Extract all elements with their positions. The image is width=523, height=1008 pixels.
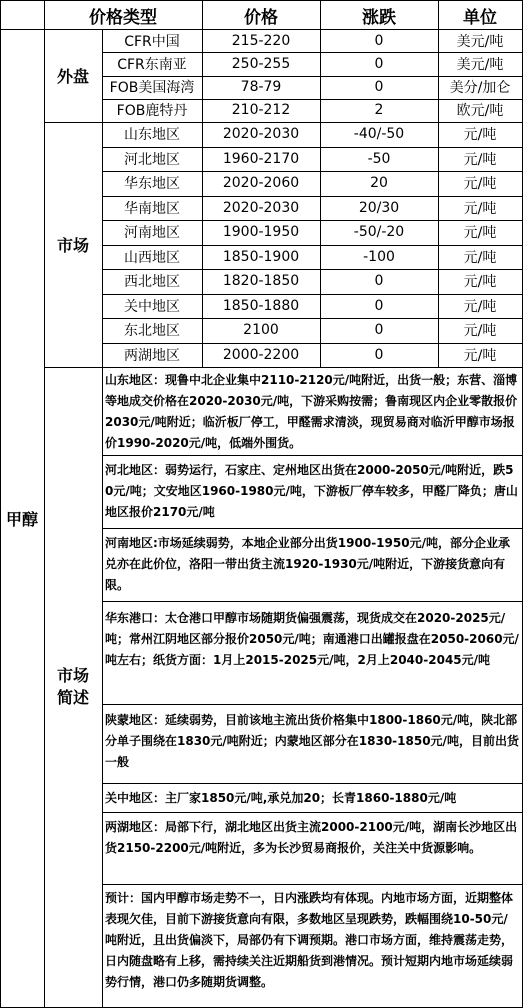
grid-line <box>102 76 523 77</box>
header-price-type: 价格类型 <box>89 7 157 28</box>
grid-line <box>102 147 523 148</box>
market-unit-cell: 元/吨 <box>463 249 497 266</box>
market-change-cell: 0 <box>374 346 384 363</box>
external-unit-cell: 欧元/吨 <box>456 103 504 120</box>
market-region-cell: 河南地区 <box>124 225 180 242</box>
market-region-cell: 关中地区 <box>124 298 180 315</box>
grid-line <box>102 99 523 100</box>
external-unit-cell: 美元/吨 <box>456 33 504 50</box>
market-price-cell: 2020-2030 <box>222 199 300 216</box>
market-region-cell: 西北地区 <box>124 274 180 291</box>
market-unit-cell: 元/吨 <box>463 347 497 364</box>
summary-hebei: 河北地区：弱势运行，石家庄、定州地区出货在2000-2050元/吨附近，跌50元/吨；文安地区1960-1980元/吨，下游板厂停车较多，甲醛厂降负；唐山地区报价2170元/吨 <box>105 463 518 519</box>
grid-line <box>0 29 523 30</box>
external-price-cell: 215-220 <box>231 32 291 49</box>
market-price-cell: 2020-2030 <box>222 126 300 143</box>
external-price-cell: 210-212 <box>231 102 291 119</box>
grid-line <box>102 171 523 172</box>
market-unit-cell: 元/吨 <box>463 298 497 315</box>
summary-shaanxi-inner-mongolia: 陕蒙地区：延续弱势，目前该地主流出货价格集中1800-1860元/吨，陕北部分单子围绕在1830元/吨附近；内蒙地区部分在1830-1850元/吨，目前出货一般 <box>105 713 519 769</box>
grid-line <box>102 294 523 295</box>
grid-line <box>102 52 523 53</box>
market-region-cell: 山东地区 <box>124 127 180 144</box>
market-unit-cell: 元/吨 <box>463 323 497 340</box>
external-market-label: 外盘 <box>56 67 89 86</box>
external-change-cell: 0 <box>374 79 384 96</box>
grid-line <box>102 884 523 885</box>
market-region-cell: 东北地区 <box>124 323 180 340</box>
market-unit-cell: 元/吨 <box>463 127 497 144</box>
grid-line <box>102 196 523 197</box>
domestic-market-label: 市场 <box>56 236 89 255</box>
grid-line <box>102 601 523 602</box>
market-region-cell: 华东地区 <box>124 176 180 193</box>
market-change-cell: 20/30 <box>358 199 400 216</box>
summary-label-line1: 市场 <box>56 666 89 685</box>
market-price-cell: 2020-2060 <box>222 175 300 192</box>
external-change-cell: 2 <box>374 102 384 119</box>
external-unit-cell: 美分/加仑 <box>449 80 511 97</box>
grid-line <box>102 269 523 270</box>
market-change-cell: 0 <box>374 297 384 314</box>
grid-line <box>102 455 523 456</box>
grid-line <box>202 0 203 367</box>
grid-line <box>438 0 439 367</box>
market-region-cell: 两湖地区 <box>124 347 180 364</box>
grid-line <box>102 318 523 319</box>
market-price-cell: 1850-1880 <box>222 297 300 314</box>
market-price-cell: 1900-1950 <box>222 224 300 241</box>
market-price-cell: 1960-2170 <box>222 150 300 167</box>
summary-two-lakes: 两湖地区：局部下行，湖北地区出货主流2000-2100元/吨，湖南长沙地区出货2150-2200元/吨附近，多为长沙贸易商报价，关注关中货源影响。 <box>105 820 518 855</box>
market-change-cell: -40/-50 <box>353 126 405 143</box>
market-change-cell: -100 <box>363 248 395 265</box>
external-region-cell: CFR中国 <box>124 33 180 50</box>
market-change-cell: -50/-20 <box>353 224 405 241</box>
market-change-cell: 0 <box>374 322 384 339</box>
grid-line <box>320 0 321 367</box>
header-price: 价格 <box>244 7 278 28</box>
product-label: 甲醇 <box>5 509 38 529</box>
external-change-cell: 0 <box>374 32 384 49</box>
market-region-cell: 华南地区 <box>124 200 180 217</box>
market-change-cell: 0 <box>374 273 384 290</box>
grid-line <box>102 704 523 705</box>
summary-forecast: 预计：国内甲醇市场走势不一，日内涨跌均有体现。内地市场方面，近期整体表现欠佳，目前下游接货意向有限，多数地区呈现跌势，跌幅围绕10-50元/吨附近，且出货偏淡下，局部仍有下调预期。港口市场方面，维持震荡走势，日内随盘略有上移，需持续关注近期船货到港情况。预计短期内地市场延续弱势行情，港口仍多随期货调整。 <box>105 891 514 989</box>
grid-line <box>44 367 523 368</box>
external-price-cell: 250-255 <box>231 55 291 72</box>
market-unit-cell: 元/吨 <box>463 274 497 291</box>
external-unit-cell: 美元/吨 <box>456 56 504 73</box>
summary-shandong: 山东地区：现鲁中北企业集中2110-2120元/吨附近，出货一般；东营、淄博等地成交价格在2020-2030元/吨，下游采购按需；鲁南现区内企业零散报价2030元/吨附近；临沂板厂停工，甲醛需求清淡，现贸易商对临沂甲醇市场报价1990-2020元/吨，低端外围货。 <box>105 373 518 450</box>
market-price-cell: 2100 <box>243 322 279 339</box>
market-region-cell: 河北地区 <box>124 151 180 168</box>
external-region-cell: FOB鹿特丹 <box>116 103 188 120</box>
grid-line <box>102 812 523 813</box>
market-region-cell: 山西地区 <box>124 249 180 266</box>
market-price-cell: 2000-2200 <box>222 346 300 363</box>
external-region-cell: FOB美国海湾 <box>109 80 195 97</box>
summary-label <box>44 367 102 1007</box>
market-change-cell: 20 <box>370 175 388 192</box>
summary-label-line2: 简述 <box>56 688 89 707</box>
summary-east-china-port: 华东港口：太仓港口甲醇市场随期货偏强震荡，现货成交在2020-2025元/吨；常州江阴地区部分报价2050元/吨；南通港口出罐报盘在2050-2060元/吨左右；纸货方面：1月上2015-2025元/吨，2月上2040-2045元/吨 <box>105 611 519 667</box>
grid-line <box>102 528 523 529</box>
external-change-cell: 0 <box>374 55 384 72</box>
market-unit-cell: 元/吨 <box>463 151 497 168</box>
external-region-cell: CFR东南亚 <box>117 56 187 73</box>
header-unit: 单位 <box>463 7 497 28</box>
grid-line <box>102 29 103 1007</box>
market-unit-cell: 元/吨 <box>463 225 497 242</box>
market-price-cell: 1820-1850 <box>222 273 300 290</box>
header-change: 涨跌 <box>362 7 396 28</box>
grid-line <box>0 0 523 1</box>
market-change-cell: -50 <box>367 150 391 167</box>
grid-line <box>102 783 523 784</box>
grid-line <box>44 122 523 123</box>
grid-line <box>0 0 1 1008</box>
market-unit-cell: 元/吨 <box>463 200 497 217</box>
external-price-cell: 78-79 <box>240 79 282 96</box>
summary-guanzhong: 关中地区：主厂家1850元/吨,承兑加20；长青1860-1880元/吨 <box>105 791 457 805</box>
summary-henan: 河南地区:市场延续弱势，本地企业部分出货1900-1950元/吨，部分企业承兑亦在此价位，洛阳一带出货主流1920-1930元/吨附近，下游接货意向有限。 <box>105 536 510 592</box>
grid-line <box>44 0 45 1008</box>
grid-line <box>102 343 523 344</box>
market-unit-cell: 元/吨 <box>463 176 497 193</box>
market-price-cell: 1850-1900 <box>222 248 300 265</box>
grid-line <box>102 245 523 246</box>
grid-line <box>102 220 523 221</box>
